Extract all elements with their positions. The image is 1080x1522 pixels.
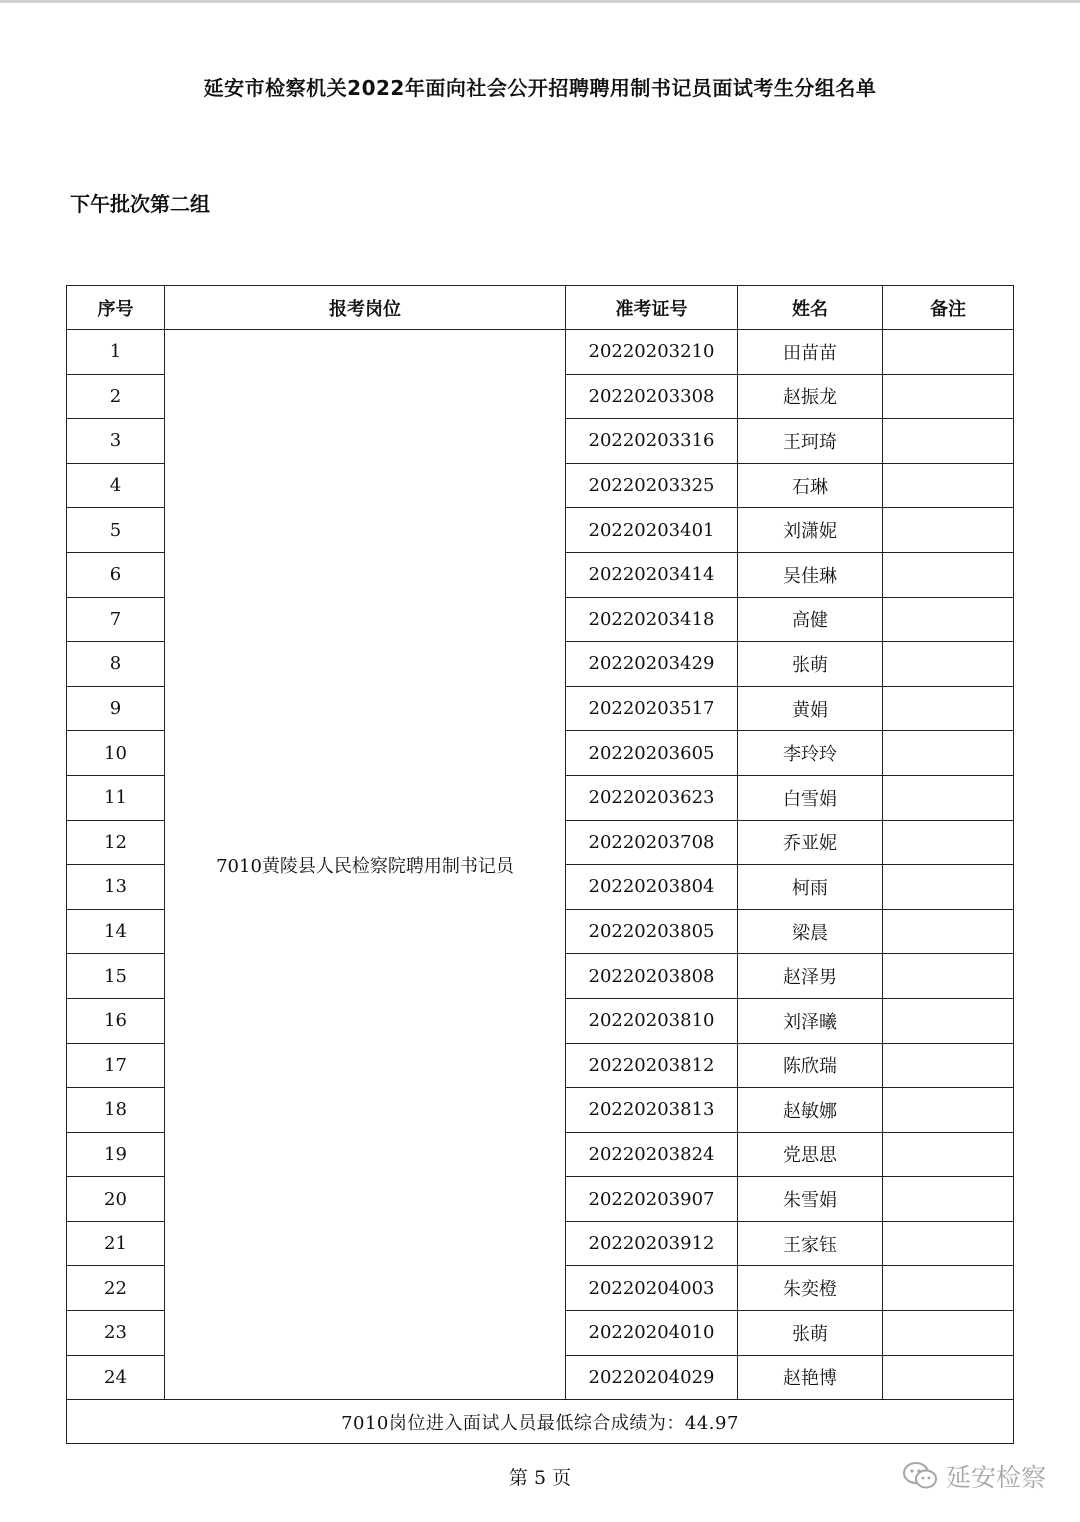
row-name: 柯雨 bbox=[738, 865, 883, 910]
row-seq: 7 bbox=[67, 597, 165, 642]
row-note bbox=[883, 552, 1014, 597]
row-exam-id: 20220203623 bbox=[566, 775, 738, 820]
row-exam-id: 20220203810 bbox=[566, 998, 738, 1043]
row-seq: 2 bbox=[67, 374, 165, 419]
row-name: 白雪娟 bbox=[738, 775, 883, 820]
row-exam-id: 20220203912 bbox=[566, 1221, 738, 1266]
row-exam-id: 20220203517 bbox=[566, 686, 738, 731]
row-seq: 19 bbox=[67, 1132, 165, 1177]
row-name: 朱奕橙 bbox=[738, 1266, 883, 1311]
row-exam-id: 20220204010 bbox=[566, 1311, 738, 1356]
header-post: 报考岗位 bbox=[165, 286, 566, 330]
row-name: 朱雪娟 bbox=[738, 1177, 883, 1222]
row-seq: 23 bbox=[67, 1311, 165, 1356]
header-name: 姓名 bbox=[738, 286, 883, 330]
row-exam-id: 20220203414 bbox=[566, 552, 738, 597]
row-seq: 16 bbox=[67, 998, 165, 1043]
row-seq: 21 bbox=[67, 1221, 165, 1266]
row-seq: 6 bbox=[67, 552, 165, 597]
row-note bbox=[883, 419, 1014, 464]
row-note bbox=[883, 775, 1014, 820]
row-note bbox=[883, 1177, 1014, 1222]
row-exam-id: 20220203708 bbox=[566, 820, 738, 865]
row-exam-id: 20220203805 bbox=[566, 909, 738, 954]
row-seq: 8 bbox=[67, 642, 165, 687]
page-number: 第 5 页 bbox=[508, 1467, 572, 1489]
row-seq: 3 bbox=[67, 419, 165, 464]
row-exam-id: 20220203316 bbox=[566, 419, 738, 464]
row-seq: 17 bbox=[67, 1043, 165, 1088]
row-note bbox=[883, 1088, 1014, 1133]
candidate-table bbox=[66, 285, 1014, 1444]
row-seq: 5 bbox=[67, 508, 165, 553]
row-name: 刘潇妮 bbox=[738, 508, 883, 553]
table-row bbox=[67, 330, 1014, 375]
row-seq: 1 bbox=[67, 330, 165, 375]
row-note bbox=[883, 909, 1014, 954]
row-seq: 14 bbox=[67, 909, 165, 954]
row-name: 赵振龙 bbox=[738, 374, 883, 419]
row-name: 赵泽男 bbox=[738, 954, 883, 999]
post-cell: 7010黄陵县人民检察院聘用制书记员 bbox=[165, 330, 566, 1400]
row-exam-id: 20220203418 bbox=[566, 597, 738, 642]
row-name: 石琳 bbox=[738, 463, 883, 508]
row-exam-id: 20220204003 bbox=[566, 1266, 738, 1311]
row-name: 田苗苗 bbox=[738, 330, 883, 375]
table-header-row bbox=[67, 286, 1014, 330]
min-score-note: 7010岗位进入面试人员最低综合成绩为：44.97 bbox=[67, 1400, 1014, 1444]
row-note bbox=[883, 865, 1014, 910]
row-name: 赵敏娜 bbox=[738, 1088, 883, 1133]
row-seq: 10 bbox=[67, 731, 165, 776]
row-note bbox=[883, 820, 1014, 865]
row-name: 王家钰 bbox=[738, 1221, 883, 1266]
row-seq: 24 bbox=[67, 1355, 165, 1400]
row-note bbox=[883, 330, 1014, 375]
row-note bbox=[883, 998, 1014, 1043]
row-exam-id: 20220203210 bbox=[566, 330, 738, 375]
row-seq: 18 bbox=[67, 1088, 165, 1133]
row-note bbox=[883, 954, 1014, 999]
header-exam-id: 准考证号 bbox=[566, 286, 738, 330]
row-note bbox=[883, 1266, 1014, 1311]
row-name: 高健 bbox=[738, 597, 883, 642]
row-seq: 15 bbox=[67, 954, 165, 999]
top-border bbox=[0, 0, 1080, 3]
row-note bbox=[883, 686, 1014, 731]
row-exam-id: 20220203804 bbox=[566, 865, 738, 910]
row-name: 张萌 bbox=[738, 642, 883, 687]
row-seq: 22 bbox=[67, 1266, 165, 1311]
watermark bbox=[902, 1458, 1046, 1494]
group-title: 下午批次第二组 bbox=[70, 192, 210, 216]
header-note: 备注 bbox=[883, 286, 1014, 330]
row-note bbox=[883, 1132, 1014, 1177]
row-exam-id: 20220203808 bbox=[566, 954, 738, 999]
row-name: 梁晨 bbox=[738, 909, 883, 954]
row-note bbox=[883, 1355, 1014, 1400]
row-note bbox=[883, 642, 1014, 687]
row-note bbox=[883, 1311, 1014, 1356]
row-seq: 9 bbox=[67, 686, 165, 731]
row-exam-id: 20220203812 bbox=[566, 1043, 738, 1088]
row-name: 党思思 bbox=[738, 1132, 883, 1177]
row-name: 王珂琦 bbox=[738, 419, 883, 464]
row-name: 张萌 bbox=[738, 1311, 883, 1356]
table-body bbox=[67, 330, 1014, 1400]
row-seq: 20 bbox=[67, 1177, 165, 1222]
row-seq: 4 bbox=[67, 463, 165, 508]
wechat-icon bbox=[902, 1461, 938, 1491]
watermark-text: 延安检察 bbox=[945, 1463, 1046, 1492]
table-footer-row bbox=[67, 1400, 1014, 1444]
row-exam-id: 20220203401 bbox=[566, 508, 738, 553]
row-exam-id: 20220204029 bbox=[566, 1355, 738, 1400]
row-name: 李玲玲 bbox=[738, 731, 883, 776]
row-seq: 13 bbox=[67, 865, 165, 910]
row-exam-id: 20220203605 bbox=[566, 731, 738, 776]
row-note bbox=[883, 463, 1014, 508]
row-name: 陈欣瑞 bbox=[738, 1043, 883, 1088]
row-note bbox=[883, 1043, 1014, 1088]
header-seq: 序号 bbox=[67, 286, 165, 330]
row-name: 刘泽曦 bbox=[738, 998, 883, 1043]
row-note bbox=[883, 374, 1014, 419]
row-name: 吴佳琳 bbox=[738, 552, 883, 597]
row-seq: 12 bbox=[67, 820, 165, 865]
row-note bbox=[883, 508, 1014, 553]
row-exam-id: 20220203824 bbox=[566, 1132, 738, 1177]
document-title: 延安市检察机关2022年面向社会公开招聘聘用制书记员面试考生分组名单 bbox=[203, 76, 877, 100]
row-exam-id: 20220203429 bbox=[566, 642, 738, 687]
row-note bbox=[883, 1221, 1014, 1266]
row-exam-id: 20220203813 bbox=[566, 1088, 738, 1133]
row-exam-id: 20220203308 bbox=[566, 374, 738, 419]
row-name: 乔亚妮 bbox=[738, 820, 883, 865]
row-name: 黄娟 bbox=[738, 686, 883, 731]
row-note bbox=[883, 597, 1014, 642]
row-note bbox=[883, 731, 1014, 776]
row-exam-id: 20220203325 bbox=[566, 463, 738, 508]
row-seq: 11 bbox=[67, 775, 165, 820]
row-exam-id: 20220203907 bbox=[566, 1177, 738, 1222]
row-name: 赵艳博 bbox=[738, 1355, 883, 1400]
